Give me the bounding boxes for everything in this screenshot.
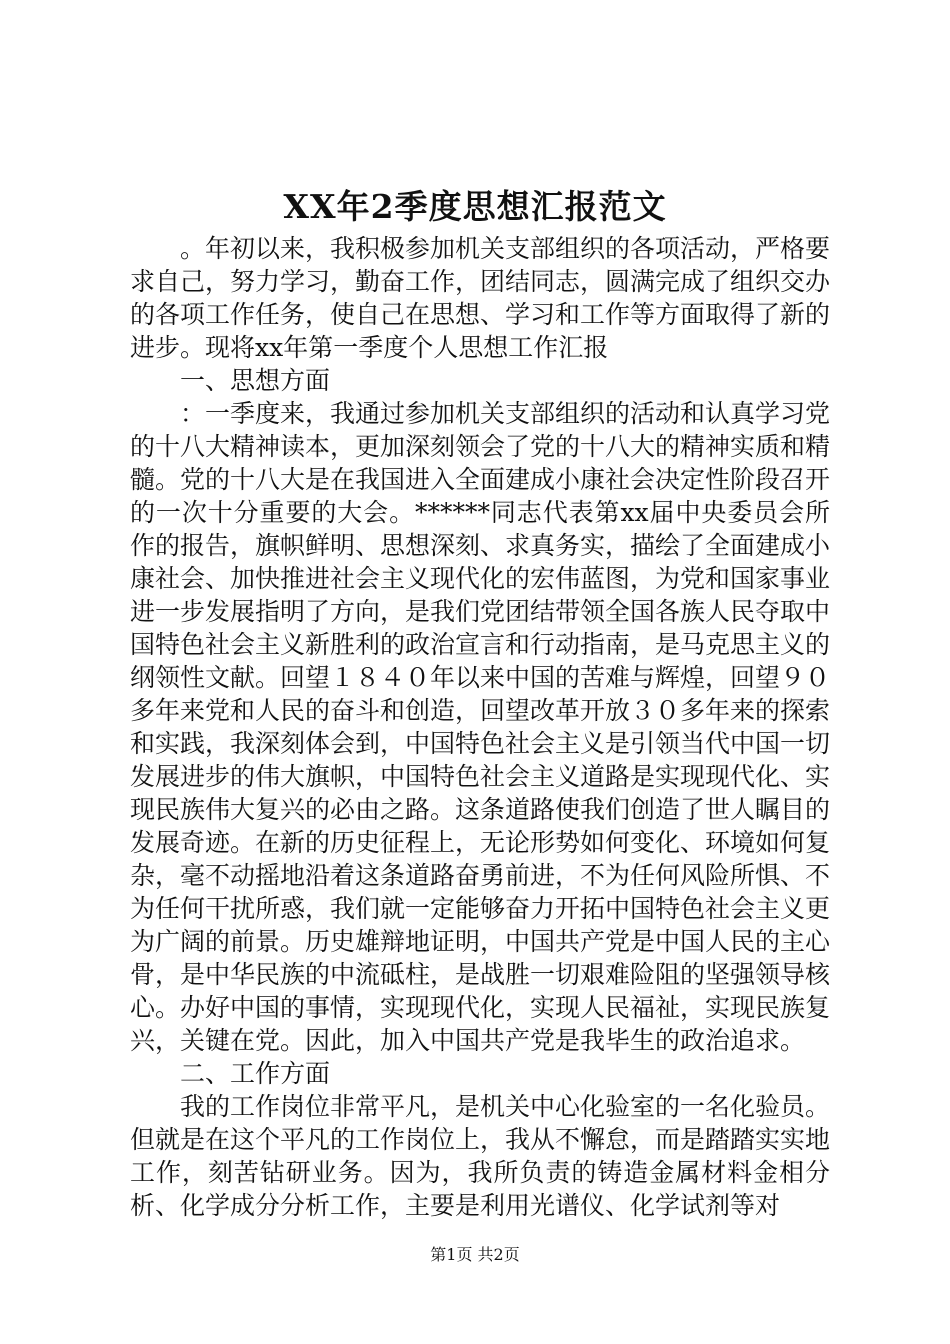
page-footer: 第1页 共2页 xyxy=(430,1245,520,1264)
document-title: XX年2季度思想汇报范文 xyxy=(283,187,667,226)
section-heading-work: 二、工作方面 xyxy=(180,1059,331,1088)
paragraph-thought: ：一季度来，我通过参加机关支部组织的活动和认真学习党的十八大精神读本，更加深刻领会了党的十八大的精神实质和精髓。党的十八大是在我国进入全面建成小康社会决定性阶段召开的一次十分重要的大会。******同志代表第xx届中央委员会所作的报告，旗帜鲜明、思想深刻、求真务实，描绘了全面建成小康社会、加快推进社会主义现代化的宏伟蓝图，为党和国家事业进一步发展指明了方向，是我们党团结带领全国各族人民夺取中国特色社会主义新胜利的政治宣言和行动指南，是马克思主义的纲领性文献。回望１８４０年以来中国的苦难与辉煌，回望９０多年来党和人民的奋斗和创造，回望改革开放３０多年来的探索和实践，我深刻体会到，中国特色社会主义是引领当代中国一切发展进步的伟大旗帜，中国特色社会主义道路是实现现代化、实现民族伟大复兴的必由之路。这条道路使我们创造了世人瞩目的发展奇迹。在新的历史征程上，无论形势如何变化、环境如何复杂，毫不动摇地沿着这条道路奋勇前进，不为任何风险所惧、不为任何干扰所惑，我们就一定能够奋力开拓中国特色社会主义更为广阔的前景。历史雄辩地证明，中国共产党是中国人民的主心骨，是中华民族的中流砥柱，是战胜一切艰难险阻的坚强领导核心。办好中国的事情，实现现代化，实现人民福祉，实现民族复兴，关键在党。因此，加入中国共产党是我毕生的政治追求。 xyxy=(130,399,831,1055)
document-body xyxy=(130,232,830,1222)
paragraph-intro: 。年初以来，我积极参加机关支部组织的各项活动，严格要求自己，努力学习，勤奋工作，团结同志，圆满完成了组织交办的各项工作任务，使自己在思想、学习和工作等方面取得了新的进步。现将xx年第一季度个人思想工作汇报 xyxy=(130,234,831,362)
paragraph-work: 我的工作岗位非常平凡，是机关中心化验室的一名化验员。但就是在这个平凡的工作岗位上，我从不懈怠，而是踏踏实实地工作，刻苦钻研业务。因为，我所负责的铸造金属材料金相分析、化学成分分析工作，主要是利用光谱仪、化学试剂等对 xyxy=(130,1092,831,1220)
section-heading-thought: 一、思想方面 xyxy=(180,366,331,395)
